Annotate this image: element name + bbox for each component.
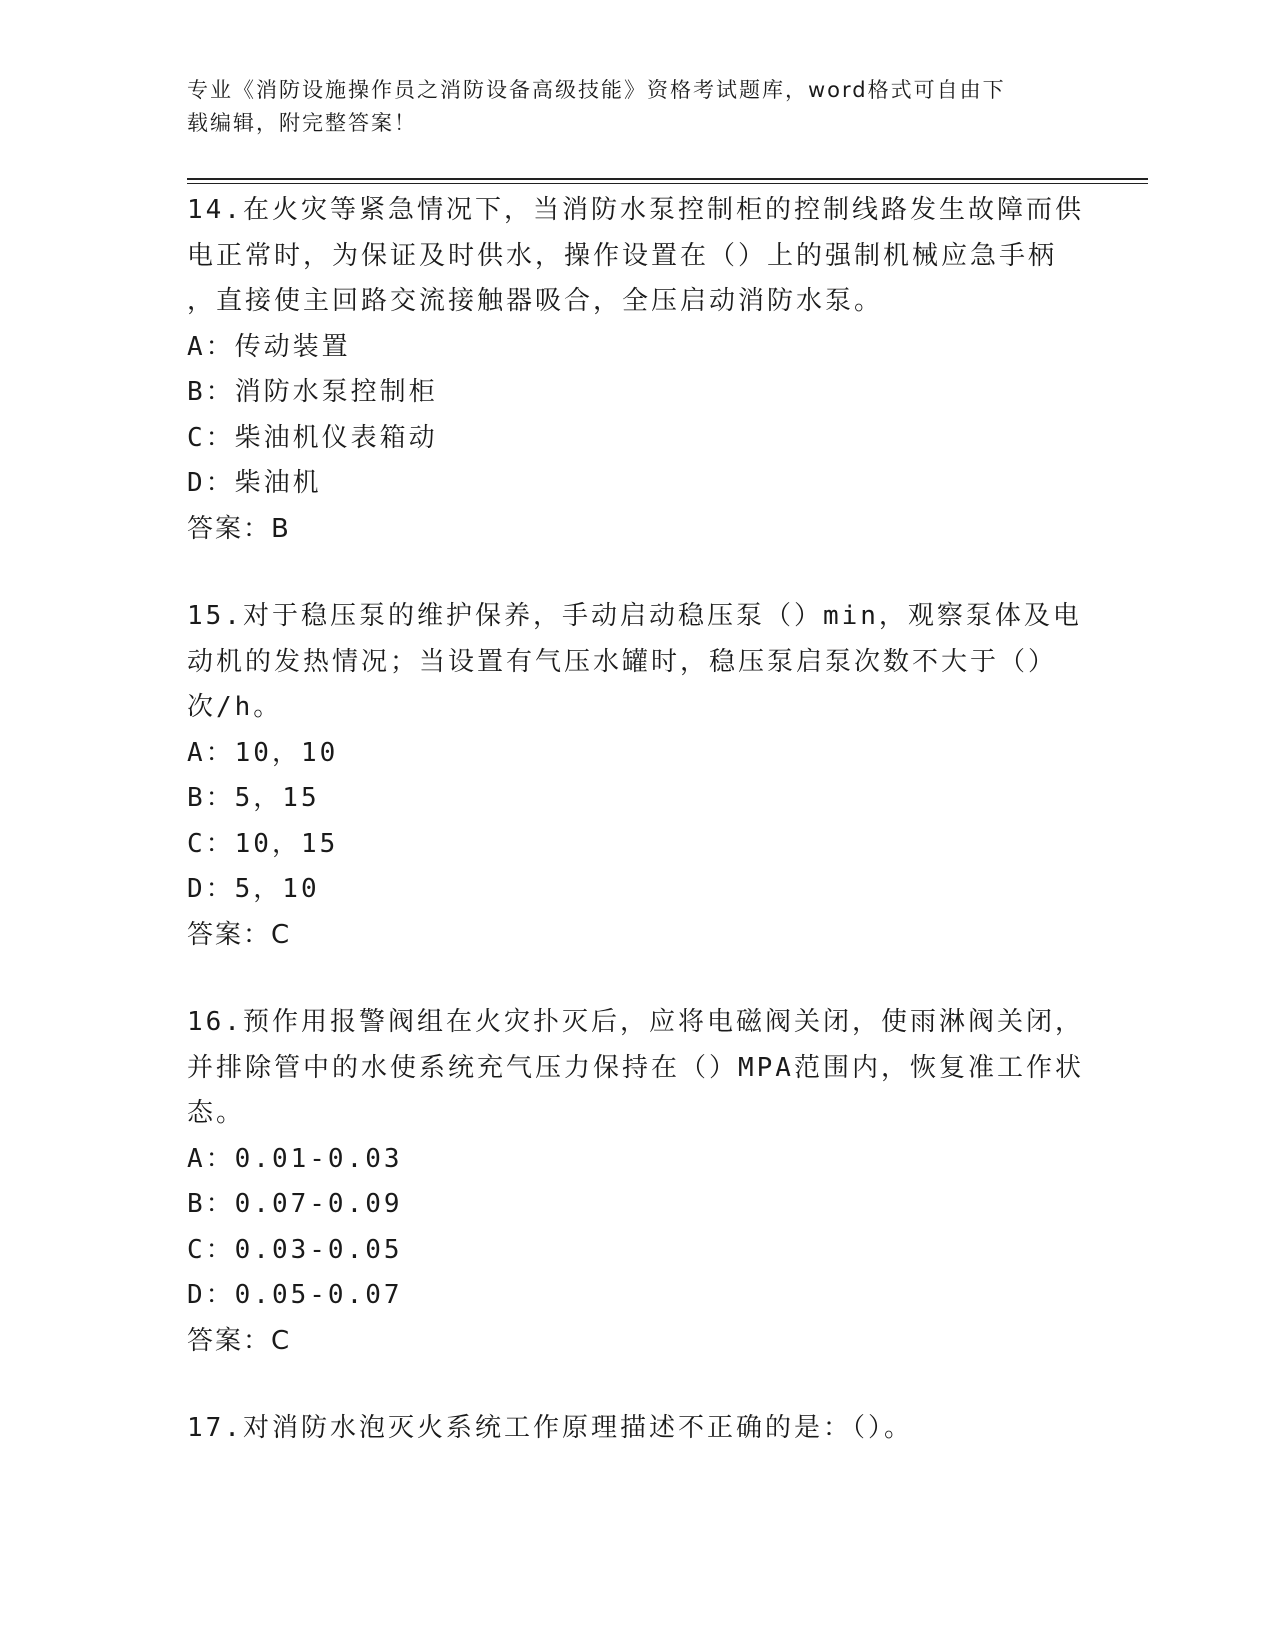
option-b: B：0.07-0.09 <box>187 1189 403 1219</box>
option-b: B：5，15 <box>187 783 320 813</box>
header-line-1: 专业《消防设施操作员之消防设备高级技能》资格考试题库，word格式可自由下 <box>187 78 1006 102</box>
stem-line: 15.对于稳压泵的维护保养，手动启动稳压泵（）min，观察泵体及电 <box>187 601 1082 631</box>
header-line-2: 载编辑，附完整答案！ <box>187 111 417 135</box>
option-b: B：消防水泵控制柜 <box>187 377 438 407</box>
answer-line: 答案：C <box>187 1325 292 1356</box>
question-list <box>187 188 1087 1494</box>
question-stem <box>187 594 1087 731</box>
option-c: C：柴油机仪表箱动 <box>187 422 438 453</box>
document-header <box>187 74 1087 140</box>
question-14 <box>187 188 1087 552</box>
question-16 <box>187 1000 1087 1364</box>
stem-line: 14.在火灾等紧急情况下，当消防水泵控制柜的控制线路发生故障而供 <box>187 195 1084 225</box>
option-c: C：10，15 <box>187 828 339 859</box>
option-a: A：传动装置 <box>187 331 351 362</box>
stem-line: 次/h。 <box>187 692 283 722</box>
question-15 <box>187 594 1087 958</box>
stem-line: 17.对消防水泡灭火系统工作原理描述不正确的是：（）。 <box>187 1413 913 1443</box>
stem-line: 16.预作用报警阀组在火灾扑灭后，应将电磁阀关闭，使雨淋阀关闭， <box>187 1007 1084 1037</box>
option-d: D：柴油机 <box>187 468 322 498</box>
answer-line: 答案：C <box>187 919 292 950</box>
stem-line: ，直接使主回路交流接触器吸合，全压启动消防水泵。 <box>187 286 884 316</box>
option-a: A：0.01-0.03 <box>187 1143 403 1174</box>
stem-line: 电正常时，为保证及时供水，操作设置在（）上的强制机械应急手柄 <box>187 240 1058 271</box>
header-divider-thin <box>187 183 1148 184</box>
question-stem <box>187 1000 1087 1137</box>
question-stem <box>187 188 1087 325</box>
option-a: A：10，10 <box>187 737 339 768</box>
answer-line: 答案：B <box>187 513 291 544</box>
question-stem <box>187 1406 1087 1452</box>
option-d: D：0.05-0.07 <box>187 1280 403 1310</box>
stem-line: 态。 <box>187 1098 246 1128</box>
option-c: C：0.03-0.05 <box>187 1234 403 1265</box>
option-d: D：5，10 <box>187 874 320 904</box>
stem-line: 动机的发热情况；当设置有气压水罐时，稳压泵启泵次数不大于（） <box>187 646 1058 677</box>
question-17 <box>187 1406 1087 1452</box>
stem-line: 并排除管中的水使系统充气压力保持在（）MPA范围内，恢复准工作状 <box>187 1052 1084 1083</box>
header-divider-thick <box>187 178 1148 180</box>
